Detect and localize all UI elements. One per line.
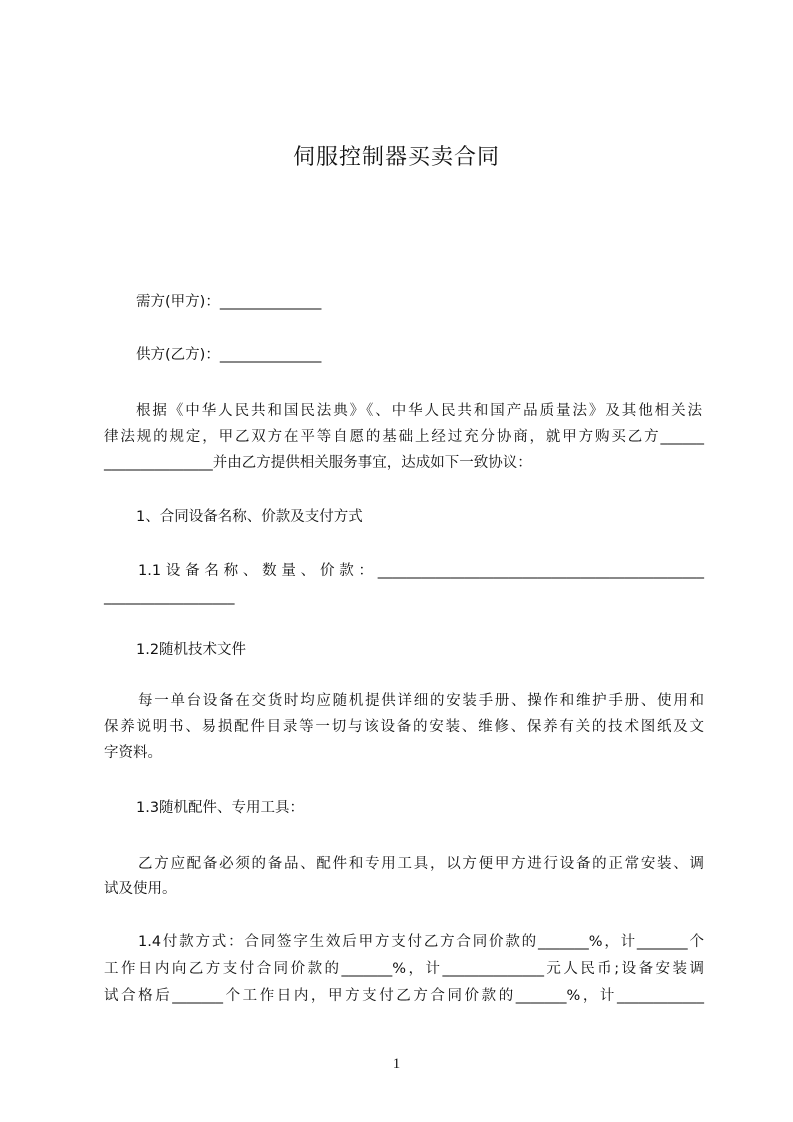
item-1-4-line-3: 试合格后_______个工作日内，甲方支付乙方合同价款的_______%，计____________ bbox=[104, 988, 704, 1004]
tools-para-line-2: 试及使用。 bbox=[104, 881, 177, 897]
party-b-line: 供方(乙方)：______________ bbox=[136, 347, 322, 363]
page-number: 1 bbox=[392, 1056, 401, 1072]
item-1-1-line-1: 1.1设备名称、数量、价款：_____________________________________________ bbox=[138, 563, 704, 579]
intro-line-2: 律法规的规定，甲乙双方在平等自愿的基础上经过充分协商，就甲方购买乙方______ bbox=[104, 429, 704, 445]
item-1-1-line-2: __________________ bbox=[104, 589, 235, 605]
party-a-line: 需方(甲方)：______________ bbox=[136, 294, 322, 310]
document-title: 伺服控制器买卖合同 bbox=[292, 145, 500, 170]
section-1-heading: 1、合同设备名称、价款及支付方式 bbox=[136, 509, 363, 525]
item-1-3-heading: 1.3随机配件、专用工具： bbox=[136, 800, 305, 816]
item-1-2-heading: 1.2随机技术文件 bbox=[136, 642, 247, 658]
intro-line-3: _______________并由乙方提供相关服务事宜，达成如下一致协议： bbox=[104, 455, 532, 471]
docs-para-line-1: 每一单台设备在交货时均应随机提供详细的安装手册、操作和维护手册、使用和 bbox=[138, 693, 704, 709]
item-1-4-line-1: 1.4付款方式：合同签字生效后甲方支付乙方合同价款的_______%，计_______个 bbox=[138, 934, 704, 950]
tools-para-line-1: 乙方应配备必须的备品、配件和专用工具，以方便甲方进行设备的正常安装、调 bbox=[138, 856, 704, 872]
docs-para-line-3: 字资料。 bbox=[104, 745, 162, 761]
docs-para-line-2: 保养说明书、易损配件目录等一切与该设备的安装、维修、保养有关的技术图纸及文 bbox=[104, 719, 704, 735]
item-1-4-line-2: 工作日内向乙方支付合同价款的_______%，计______________元人民币;设备安装调 bbox=[104, 961, 704, 977]
intro-line-1: 根据《中华人民共和国民法典》《、中华人民共和国产品质量法》及其他相关法 bbox=[136, 403, 702, 419]
